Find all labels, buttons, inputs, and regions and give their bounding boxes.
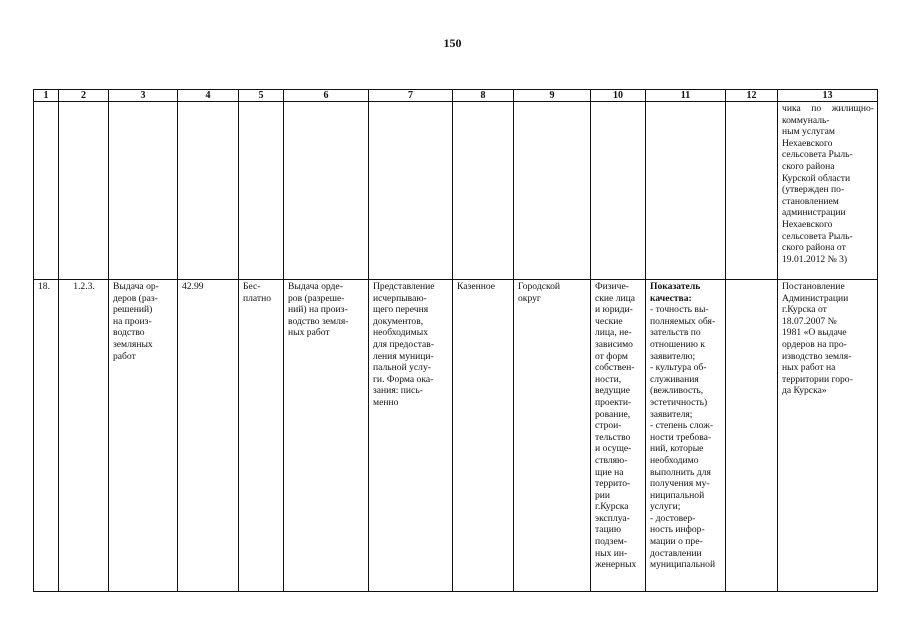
text-line: 18.07.2007 № [782,315,837,327]
text-line: зания: пись- [373,385,423,397]
text-line: ления муници- [373,350,434,362]
text-line: рии [595,489,611,501]
text-line: эксплуа- [595,512,630,524]
text-line: г.Курска от [782,304,827,316]
service-result [284,280,369,592]
institution-type: Казенное [453,280,514,592]
text-line: тацию [595,524,622,536]
text-line: ниципальной [650,489,705,501]
col-header: 2 [59,90,109,102]
text-line: ность инфор- [650,524,705,536]
text-line: необходимых [373,327,428,339]
page-number: 150 [443,36,462,50]
col12-cell [726,280,778,592]
text-line: да Курска» [782,385,827,397]
text-line: эстетичность) [650,396,708,408]
text-line: проекти- [595,396,632,408]
text-line: получения му- [650,478,710,490]
text-line: женерных [595,559,637,571]
text-line: исчерпываю- [373,292,427,304]
text-line: - точность вы- [650,304,709,316]
continued-legal-text [778,102,878,280]
text-line: Бес- [243,281,261,292]
text-line: Постановление [782,281,845,292]
text-line: служивания [650,373,699,385]
text-line: полняемых обя- [650,315,716,327]
text-line: от форм [595,350,628,362]
text-line: ным услугам [782,126,835,138]
text-line: водство [113,327,145,339]
text-line: зательств по [650,327,701,339]
table-row [34,280,878,592]
text-line: необходимо [650,454,699,466]
text-line: сельсовета Рыль- [782,230,853,242]
text-line: услуги; [650,501,681,513]
text-line: решений) [113,304,153,316]
recipients [591,280,646,592]
text-line: Представление [373,281,435,292]
text-line: ческие [595,315,623,327]
row-code: 1.2.3. [59,280,109,592]
col-header: 13 [778,90,878,102]
territory [514,280,591,592]
text-line: качества: [650,292,692,304]
text-line: (вежливость, [650,385,704,397]
text-line: 1981 «О выдаче [782,327,847,339]
text-line: чика по жилищно-коммуналь- [782,103,874,126]
col-header: 11 [646,90,726,102]
col-header: 7 [369,90,453,102]
col-header: 6 [284,90,369,102]
text-line: ных работ на [782,362,836,374]
text-line: тельство [595,431,631,443]
text-line: отношению к [650,338,705,350]
text-line: Выдача орде- [288,281,343,292]
text-line: заявителю; [650,350,696,362]
text-line: ордеров на про- [782,338,847,350]
text-line: на произ- [113,315,152,327]
col-header: 10 [591,90,646,102]
text-line: менно [373,396,399,408]
service-name [109,280,178,592]
text-line: г.Курска [595,501,629,513]
text-line: ги. Форма ока- [373,373,434,385]
service-cost: 42.99 [178,280,239,592]
text-line: заявителя; [650,408,693,420]
text-line: выполнить для [650,466,711,478]
text-line: щего перечня [373,304,429,316]
text-line: рование, [595,408,631,420]
text-line: зависимо [595,338,633,350]
text-line: строи- [595,420,622,432]
text-line: сельсовета Рыль- [782,149,853,161]
text-line: Физиче- [595,281,629,292]
text-line: 19.01.2012 № 3) [782,253,848,265]
text-line: становлением [782,195,839,207]
text-line: лица, не- [595,327,632,339]
text-line: Выдача ор- [113,281,159,292]
text-line: Нехаевского [782,137,833,149]
text-line: ных работ [288,327,330,339]
text-line: - степень слож- [650,420,714,432]
text-line: - достовер- [650,512,696,524]
text-line: пальной услу- [373,362,431,374]
text-line: ных ин- [595,547,628,559]
quality-title [650,281,722,304]
continued-row [34,102,878,280]
text-line: водство земля- [288,315,349,327]
quality-indicators [646,280,726,592]
text-line: ские лица [595,292,636,304]
text-line: Городской [518,281,561,292]
quality-list [650,304,722,571]
text-line: ности требова- [650,431,712,443]
payment-type [239,280,284,592]
col-header: 12 [726,90,778,102]
text-line: и юриди- [595,304,633,316]
text-line: Нехаевского [782,218,833,230]
text-line: щие на [595,466,624,478]
text-line: подзем- [595,536,627,548]
text-line: деров (раз- [113,292,158,304]
col-header: 9 [514,90,591,102]
text-line: ний, которые [650,443,704,455]
col-header: 3 [109,90,178,102]
text-line: ского района [782,160,835,172]
text-line: платно [243,292,272,304]
text-line: муниципальной [650,559,716,571]
text-line: Курской области [782,172,851,184]
row-number: 18. [34,280,59,592]
text-line: Показатель [650,281,701,292]
text-line: земляных [113,338,153,350]
legal-basis [778,280,878,592]
text-line: территории горо- [782,373,853,385]
col-header: 8 [453,90,514,102]
text-line: ствляю- [595,454,628,466]
text-line: округ [518,292,541,304]
text-line: мации о пре- [650,536,703,548]
text-line: ний) на произ- [288,304,348,316]
text-line: (утвержден по- [782,184,845,196]
text-line: террито- [595,478,631,490]
text-line: работ [113,350,136,362]
text-line: администрации [782,207,846,219]
services-table [33,89,878,592]
text-line: ского района от [782,242,846,254]
required-documents [369,280,453,592]
text-line: ведущие [595,385,631,397]
col-header: 4 [178,90,239,102]
text-line: ров (разреше- [288,292,345,304]
text-line: Администрации [782,292,849,304]
text-line: изводство земля- [782,350,852,362]
text-line: - культура об- [650,362,707,374]
text-line: и осуще- [595,443,632,455]
text-line: для предостав- [373,338,435,350]
text-line: собствен- [595,362,635,374]
col-header: 1 [34,90,59,102]
header-row [34,90,878,102]
text-line: документов, [373,315,424,327]
text-line: доставлении [650,547,702,559]
col-header: 5 [239,90,284,102]
text-line: ности, [595,373,622,385]
